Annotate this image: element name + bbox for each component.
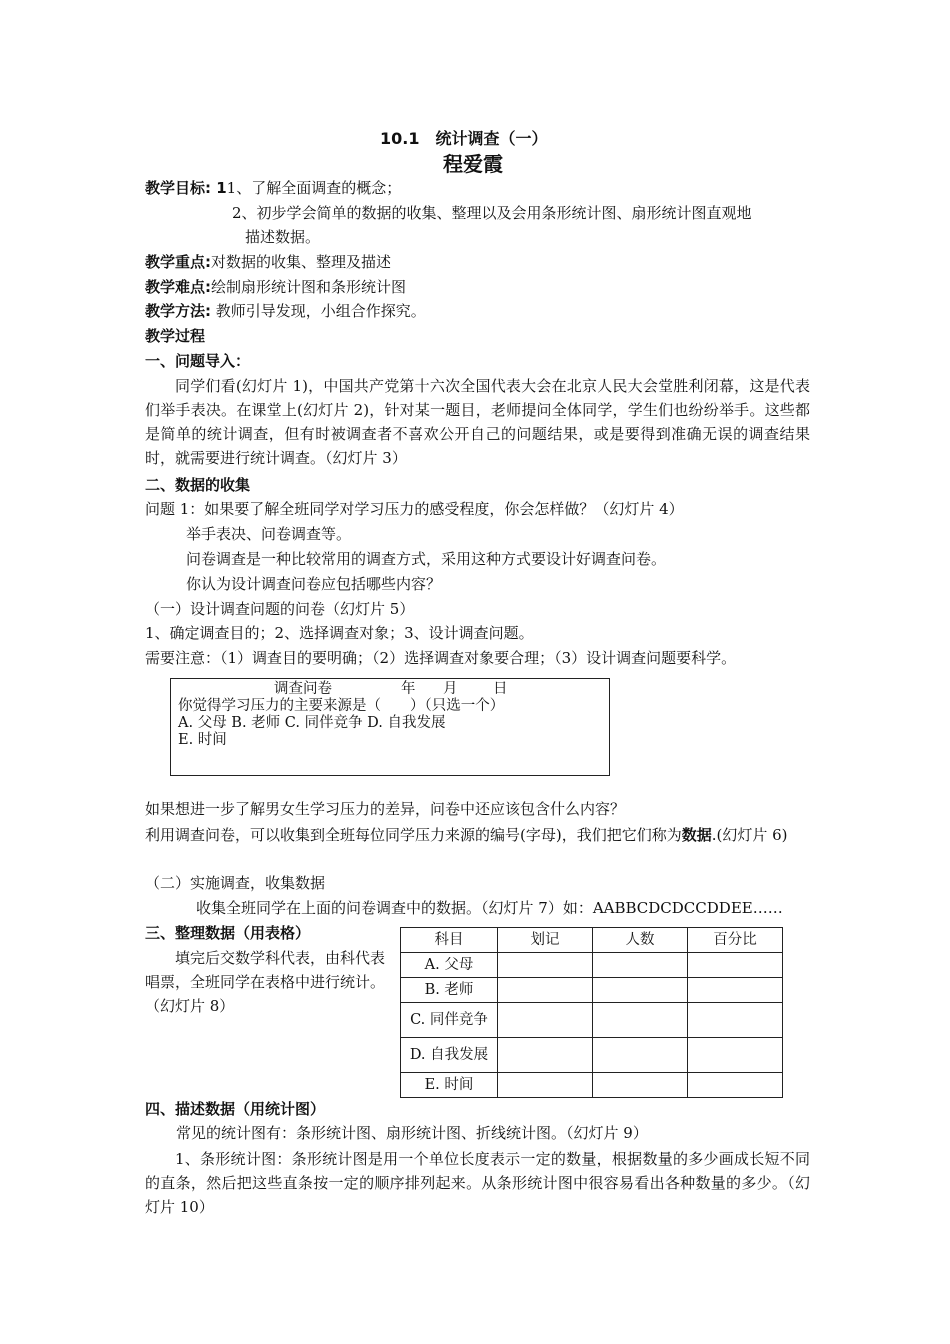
tally-header: 人数 <box>593 928 688 953</box>
goal-label: 教学目标: <box>145 179 217 197</box>
tally-header: 百分比 <box>688 928 783 953</box>
table-row <box>401 953 783 978</box>
goal-line-1 <box>145 177 401 199</box>
section-1-paragraph: 同学们看(幻灯片 1)，中国共产党第十六次全国代表大会在北京人民大会堂胜利闭幕，这是代表们举手表决。在课堂上(幻灯片 2)，针对某一题目，老师提问全体同学，学生们也纷纷举手。这些都是简单的统计调查，但有时被调查者不喜欢公开自己的问题结果，或是要得到准确无误的调查结果时，就需要进行统计调查。（幻灯片 3） <box>145 377 810 467</box>
table-cell <box>593 978 688 1003</box>
goal-item-2-line-2: 描述数据。 <box>245 228 321 246</box>
key-point <box>145 251 391 273</box>
page-title: 10.1 统计调查（一） <box>380 129 548 148</box>
process-heading: 教学过程 <box>145 327 206 345</box>
data-paragraph-tail: .(幻灯片 6) <box>711 826 788 844</box>
gender-question: 如果想进一步了解男女生学习压力的差异，问卷中还应该包含什么内容？ <box>145 800 626 818</box>
table-cell <box>593 1073 688 1098</box>
tally-table <box>400 927 783 1098</box>
author-name: 程爱霞 <box>443 152 503 176</box>
table-cell <box>688 1003 783 1038</box>
table-cell: D. 自我发展 <box>401 1038 498 1073</box>
survey-question: 你觉得学习压力的主要来源是（ ）（只选一个） <box>178 698 505 714</box>
section-3-paragraph: 填完后交数学科代表，由科代表唱票，全班同学在表格中进行统计。（幻灯片 8） <box>145 949 386 1015</box>
question-1-answer-2: 问卷调查是一种比较常用的调查方式，采用这种方式要设计好调查问卷。 <box>186 550 667 568</box>
table-cell <box>498 1038 593 1073</box>
survey-option-e: E. 时间 <box>178 732 227 748</box>
section-2-heading: 二、数据的收集 <box>145 476 251 494</box>
table-cell <box>688 1073 783 1098</box>
tally-header-row <box>401 928 783 953</box>
table-row <box>401 1073 783 1098</box>
tally-header: 科目 <box>401 928 498 953</box>
survey-year-label: 年 <box>401 681 416 697</box>
section-3-heading: 三、整理数据（用表格） <box>145 924 311 942</box>
table-cell: E. 时间 <box>401 1073 498 1098</box>
table-row <box>401 1003 783 1038</box>
survey-month-label: 月 <box>443 681 458 697</box>
table-cell <box>498 1073 593 1098</box>
table-cell <box>688 953 783 978</box>
table-row <box>401 1038 783 1073</box>
survey-steps: 1、确定调查目的；2、选择调查对象；3、设计调查问题。 <box>145 624 534 642</box>
key-text: 对数据的收集、整理及描述 <box>211 253 392 271</box>
data-keyword: 数据 <box>681 826 712 844</box>
goal-item-2-line-1: 2、初步学会简单的数据的收集、整理以及会用条形统计图、扇形统计图直观地 <box>232 204 752 222</box>
table-cell: B. 老师 <box>401 978 498 1003</box>
data-paragraph <box>145 823 810 847</box>
question-1-answer-3: 你认为设计调查问卷应包括哪些内容？ <box>186 575 442 593</box>
table-cell <box>688 1038 783 1073</box>
table-cell <box>593 953 688 978</box>
tally-header: 划记 <box>498 928 593 953</box>
subsection-1: （一）设计调查问题的问卷（幻灯片 5） <box>145 600 415 618</box>
goal-item-1: 1、了解全面调查的概念； <box>226 179 402 197</box>
difficult-text: 绘制扇形统计图和条形统计图 <box>211 278 407 296</box>
difficult-point <box>145 276 406 298</box>
method-text: 教师引导发现，小组合作探究。 <box>211 302 426 320</box>
table-cell <box>593 1038 688 1073</box>
data-paragraph-text: 利用调查问卷，可以收集到全班每位同学压力来源的编号(字母)，我们把它们称为 <box>145 826 682 844</box>
table-cell <box>688 978 783 1003</box>
collect-data: 收集全班同学在上面的问卷调查中的数据。（幻灯片 7）如：AABBCDCDCCDDEE…… <box>196 899 783 917</box>
survey-title: 调查问卷 <box>274 681 332 697</box>
key-label: 教学重点: <box>145 253 211 271</box>
table-cell <box>498 978 593 1003</box>
question-1-answer-1: 举手表决、问卷调查等。 <box>186 525 352 543</box>
section-4-bar-chart-paragraph: 1、条形统计图：条形统计图是用一个单位长度表示一定的数量，根据数量的多少画成长短不同的直条，然后把这些直条按一定的顺序排列起来。从条形统计图中很容易看出各种数量的多少。（幻灯片 10） <box>145 1150 810 1216</box>
survey-day-label: 日 <box>493 681 508 697</box>
table-cell <box>498 953 593 978</box>
table-cell <box>498 1003 593 1038</box>
difficult-label: 教学难点: <box>145 278 211 296</box>
section-1-heading: 一、问题导入： <box>145 352 251 370</box>
subsection-2: （二）实施调查，收集数据 <box>145 874 326 892</box>
table-cell <box>593 1003 688 1038</box>
goal-item-1-number: 1 <box>216 179 227 197</box>
section-4-common-charts: 常见的统计图有：条形统计图、扇形统计图、折线统计图。（幻灯片 9） <box>176 1124 648 1142</box>
survey-form-box <box>170 678 610 776</box>
teaching-method <box>145 300 426 322</box>
section-4-heading: 四、描述数据（用统计图） <box>145 1100 326 1118</box>
table-row <box>401 978 783 1003</box>
question-1: 问题 1：如果要了解全班同学对学习压力的感受程度，你会怎样做？（幻灯片 4） <box>145 500 684 518</box>
table-cell: C. 同伴竞争 <box>401 1003 498 1038</box>
method-label: 教学方法: <box>145 302 211 320</box>
survey-options: A. 父母 B. 老师 C. 同伴竞争 D. 自我发展 <box>178 715 446 731</box>
survey-notes: 需要注意：（1）调查目的要明确；（2）选择调查对象要合理；（3）设计调查问题要科学。 <box>145 649 737 667</box>
table-cell: A. 父母 <box>401 953 498 978</box>
